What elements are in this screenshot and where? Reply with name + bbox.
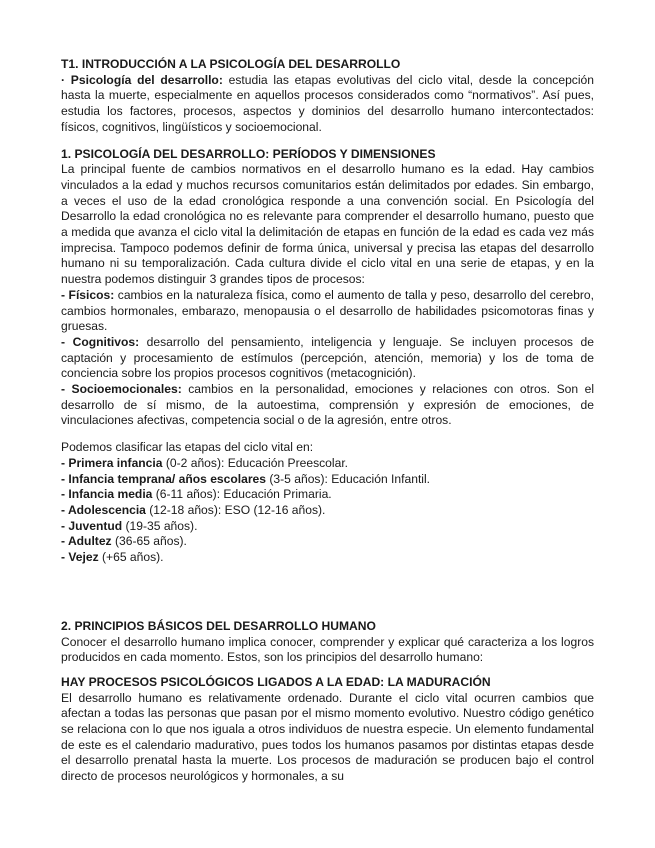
- section-2-paragraph: Conocer el desarrollo humano implica conocer, comprender y explicar qué caracteriza a los logros producidos en cada momento. Estos, son los principios del desarrollo humano:: [61, 634, 594, 665]
- stage-text: (6-11 años): Educación Primaria.: [152, 487, 332, 502]
- subsection-paragraph: El desarrollo humano es relativamente ordenado. Durante el ciclo vital ocurren cambios que afectan a todas las personas que pasan por el mismo momento evolutivo. Nuestro código genético se relaciona con lo que nos iguala a otros individuos de nuestra especie. Un elemento fundamental de este es el calendario madurativo, pues todos los humanos pasamos por distintas etapas desde el desarrollo prenatal hasta la muerte. Los procesos de maduración se producen bajo el control directo de procesos neurológicos y hormonales, a su: [61, 690, 594, 784]
- stage-term: - Vejez: [61, 550, 99, 565]
- document-title: T1. INTRODUCCIÓN A LA PSICOLOGÍA DEL DESARROLLO: [61, 57, 401, 71]
- dimension-term: - Cognitivos:: [61, 334, 140, 349]
- dimension-term: - Físicos:: [61, 287, 115, 302]
- stage-item: [61, 472, 594, 488]
- stage-item: [61, 534, 594, 550]
- section-2-heading: 2. PRINCIPIOS BÁSICOS DEL DESARROLLO HUMANO: [61, 618, 376, 633]
- dimension-item: [61, 288, 594, 335]
- stage-term: - Infancia temprana/ años escolares: [61, 471, 267, 486]
- stage-text: (36-65 años).: [111, 534, 187, 549]
- intro-text: estudia las etapas evolutivas del ciclo vital, desde la concepción hasta la muerte, especialmente en aquellos procesos considerados como “normativos”. Así pues, estudia los factores, procesos, aspectos y dominios del desarrollo humano intercontectados: físicos, cognitivos, lingüísticos y socioemocional.: [61, 72, 594, 134]
- dimension-text: desarrollo del pensamiento, inteligencia y lenguaje. Se incluyen procesos de captación y procesamiento de estímulos (percepción, atención, memoria) y los de toma de conciencia sobre los propios procesos cognitivos (metacognición).: [61, 334, 594, 381]
- stage-term: - Infancia media: [61, 487, 153, 502]
- dimension-term: - Socioemocionales:: [61, 382, 182, 397]
- section-1-heading: 1. PSICOLOGÍA DEL DESARROLLO: PERÍODOS Y DIMENSIONES: [61, 146, 436, 161]
- stage-text: (+65 años).: [98, 550, 164, 565]
- section-1-paragraph: La principal fuente de cambios normativos en el desarrollo humano es la edad. Hay cambios vinculados a la edad y muchos recursos comunitarios están delimitados por edades. Sin embargo, a veces el uso de la edad cronológica responde a una convención social. En Psicología del Desarrollo la edad cronológica no es relevante para comprender el desarrollo humano, puesto que a medida que avanza el ciclo vital la delimitación de etapas en función de la edad es cada vez más imprecisa. Tampoco podemos definir de forma única, universal y precisa las etapas del desarrollo humano ni su temporalización. Cada cultura divide el ciclo vital en una serie de etapas, y en la nuestra podemos distinguir 3 grandes tipos de procesos:: [61, 162, 594, 287]
- subsection-heading: HAY PROCESOS PSICOLÓGICOS LIGADOS A LA EDAD: LA MADURACIÓN: [61, 674, 491, 689]
- dimension-text: cambios en la personalidad, emociones y relaciones con otros. Son el desarrollo de sí mismo, de la autoestima, comprensión y expresión de emociones, de vinculaciones afectivas, competencia social o de la agresión, entre otros.: [61, 382, 595, 428]
- stage-text: (19-35 años).: [122, 518, 198, 533]
- intro-term: · Psicología del desarrollo:: [61, 72, 223, 87]
- stages-intro: Podemos clasificar las etapas del ciclo vital en:: [61, 440, 314, 455]
- stage-term: - Juventud: [61, 518, 123, 533]
- stage-item: [61, 503, 594, 519]
- stage-item: [61, 487, 594, 503]
- dimension-item: [61, 382, 594, 429]
- stage-term: - Adolescencia: [61, 502, 146, 517]
- stage-item: [61, 456, 594, 472]
- stage-term: - Primera infancia: [61, 455, 163, 470]
- dimension-text: cambios en la naturaleza física, como el aumento de talla y peso, desarrollo del cerebro, cambios hormonales, embarazo, menopausia o el desarrollo de habilidades psicomotoras finas y gruesas.: [61, 287, 595, 334]
- stage-item: [61, 550, 594, 566]
- intro-paragraph: [61, 73, 594, 136]
- stage-text: (12-18 años): ESO (12-16 años).: [145, 502, 326, 517]
- stage-text: (3-5 años): Educación Infantil.: [266, 471, 431, 486]
- stage-item: [61, 519, 594, 535]
- stage-text: (0-2 años): Educación Preescolar.: [162, 455, 349, 470]
- dimension-item: [61, 335, 594, 382]
- stage-term: - Adultez: [61, 534, 112, 549]
